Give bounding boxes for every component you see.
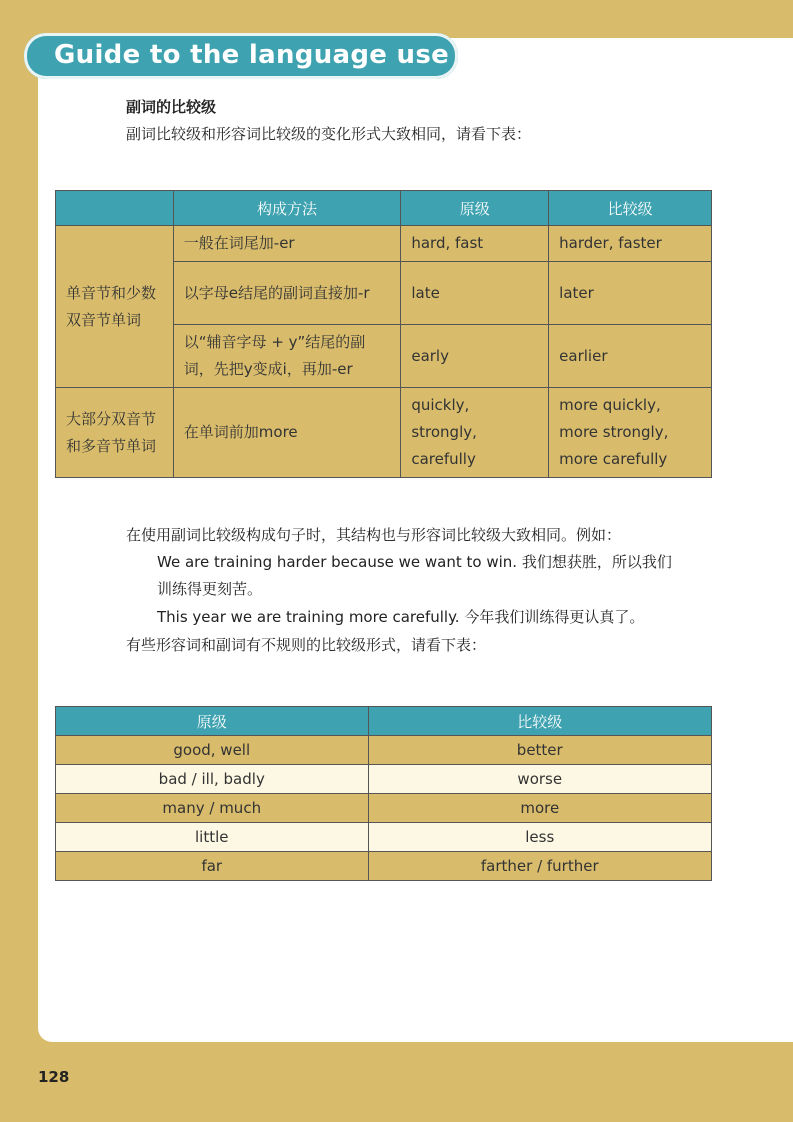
- base-cell: hard, fast: [401, 226, 549, 262]
- table1-header-base: 原级: [401, 191, 549, 226]
- table1-header-comparative: 比较级: [549, 191, 712, 226]
- method-cell: 一般在词尾加-er: [173, 226, 401, 262]
- base-cell: bad / ill, badly: [56, 765, 369, 794]
- table2-header-base: 原级: [56, 707, 369, 736]
- comparative-cell: earlier: [549, 325, 712, 388]
- method-cell: 在单词前加more: [173, 388, 401, 478]
- irregular-comparative-table: [55, 706, 712, 881]
- table-row: [56, 736, 712, 765]
- comparative-cell: harder, faster: [549, 226, 712, 262]
- base-cell: late: [401, 262, 549, 325]
- table-row: [56, 794, 712, 823]
- base-cell: quickly, strongly, carefully: [401, 388, 549, 478]
- comparative-cell: more: [368, 794, 711, 823]
- comparative-cell: worse: [368, 765, 711, 794]
- comparative-cell: more quickly, more strongly, more carefully: [549, 388, 712, 478]
- method-cell: 以“辅音字母 + y”结尾的副词，先把y变成i，再加-er: [173, 325, 401, 388]
- table1-header-empty: [56, 191, 174, 226]
- comparative-cell: better: [368, 736, 711, 765]
- table2-header-comparative: 比较级: [368, 707, 711, 736]
- table1-header-method: 构成方法: [173, 191, 401, 226]
- comparative-cell: farther / further: [368, 852, 711, 881]
- comparative-cell: less: [368, 823, 711, 852]
- group-label-long-words: 大部分双音节和多音节单词: [56, 388, 174, 478]
- page-number: 128: [38, 1068, 70, 1086]
- example-1-line-2: 训练得更刻苦。: [157, 580, 263, 598]
- example-2: This year we are training more carefully. 今年我们训练得更认真了。: [157, 608, 645, 626]
- table-row: [56, 852, 712, 881]
- section-title: 副词的比较级: [126, 98, 217, 116]
- base-cell: good, well: [56, 736, 369, 765]
- section-banner: [24, 33, 458, 79]
- table-row: [56, 226, 712, 262]
- base-cell: many / much: [56, 794, 369, 823]
- irregular-intro: 有些形容词和副词有不规则的比较级形式，请看下表：: [126, 636, 487, 654]
- banner-title: Guide to the language use: [54, 40, 450, 70]
- section-intro: 副词比较级和形容词比较级的变化形式大致相同，请看下表：: [126, 125, 532, 143]
- method-cell: 以字母e结尾的副词直接加-r: [173, 262, 401, 325]
- group-label-short-words: 单音节和少数双音节单词: [56, 226, 174, 388]
- base-cell: early: [401, 325, 549, 388]
- table-row: [56, 388, 712, 478]
- table-row: [56, 823, 712, 852]
- usage-intro: 在使用副词比较级构成句子时，其结构也与形容词比较级大致相同。例如：: [126, 526, 622, 544]
- example-1-line-1: We are training harder because we want to win. 我们想获胜，所以我们: [157, 553, 672, 571]
- adverb-comparative-table: [55, 190, 712, 478]
- comparative-cell: later: [549, 262, 712, 325]
- table-row: [56, 765, 712, 794]
- base-cell: little: [56, 823, 369, 852]
- base-cell: far: [56, 852, 369, 881]
